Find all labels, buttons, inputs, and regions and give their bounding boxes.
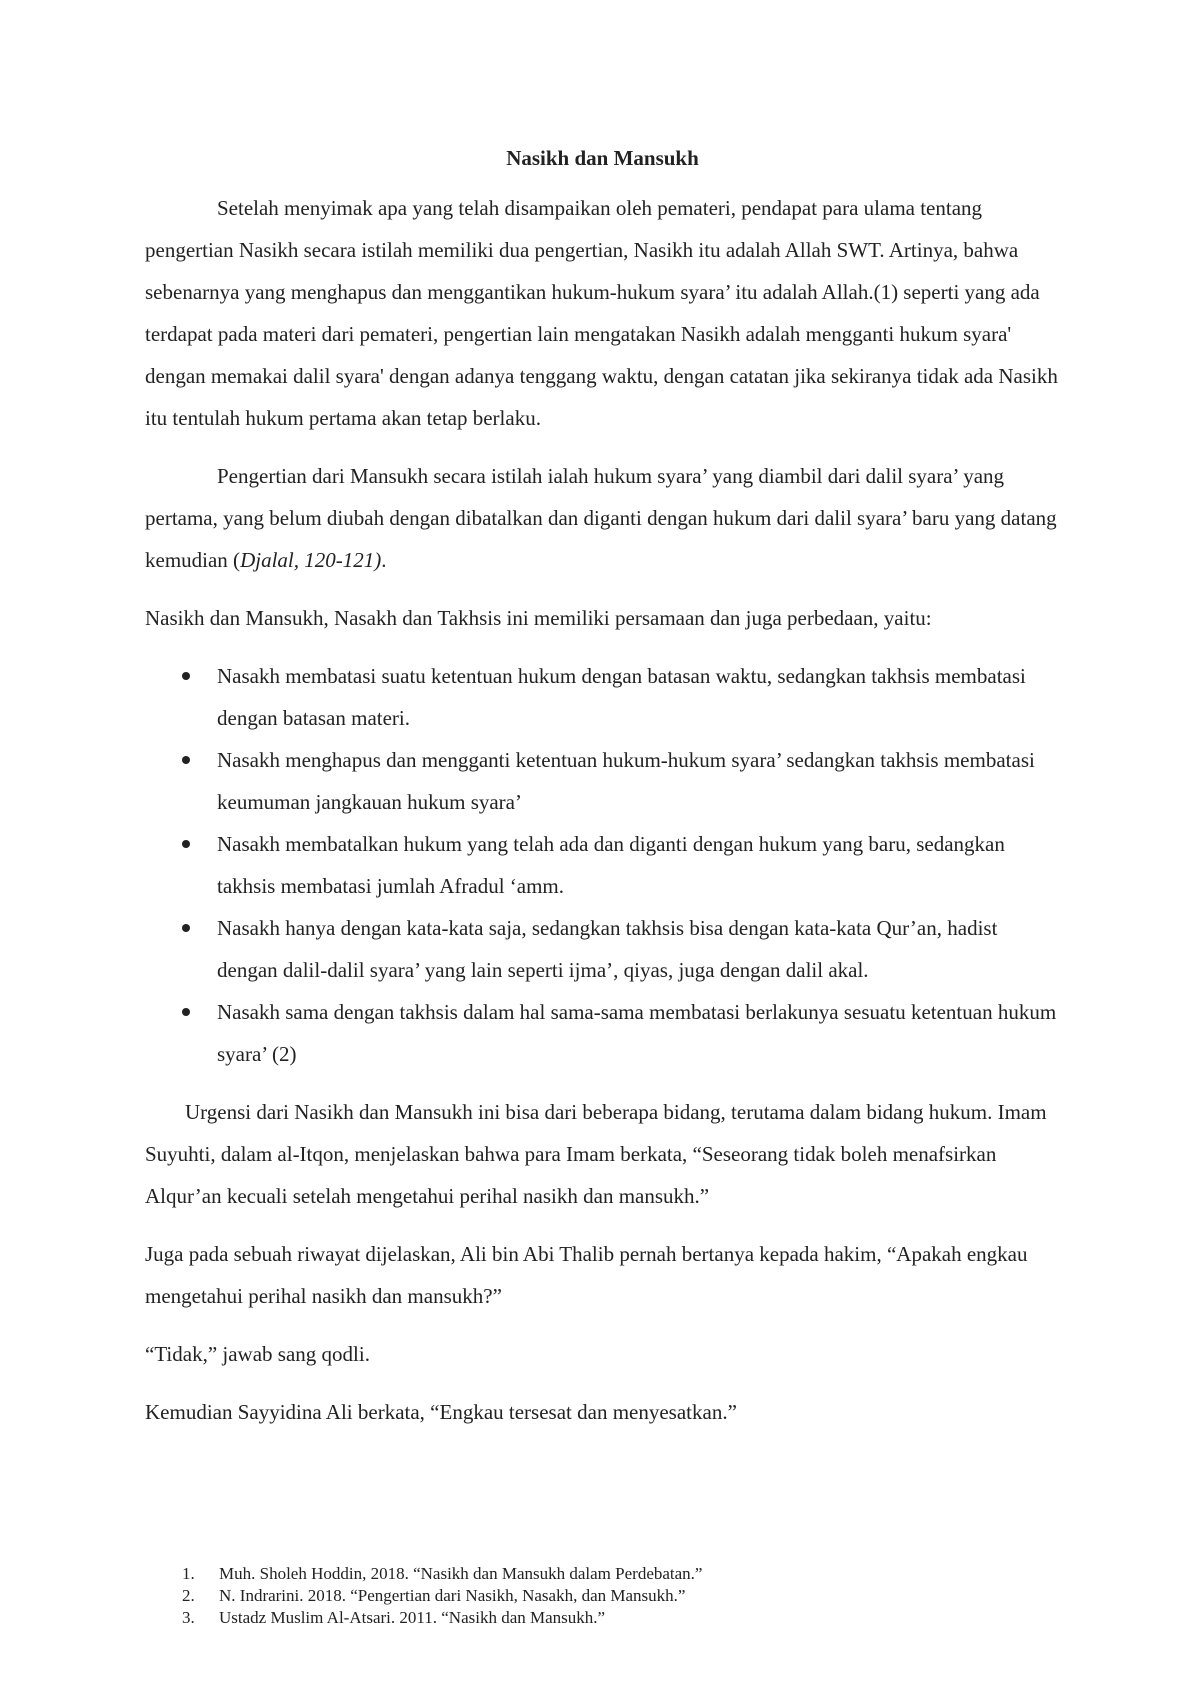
footnote-item — [145, 1607, 1060, 1629]
paragraph-urgency: Urgensi dari Nasikh dan Mansukh ini bisa dari beberapa bidang, terutama dalam bidang hukum. Imam Suyuhti, dalam al-Itqon, menjelaskan bahwa para Imam berkata, “Seseorang tidak boleh menafsirkan Alqur’an kecuali setelah mengetahui perihal nasikh dan mansukh.” — [145, 1100, 1047, 1208]
list-item-text: Nasakh menghapus dan mengganti ketentuan hukum-hukum syara’ sedangkan takhsis membatasi keumuman jangkauan hukum syara’ — [217, 748, 1035, 814]
list-item-text: Nasakh sama dengan takhsis dalam hal sama-sama membatasi berlakunya sesuatu ketentuan hukum syara’ (2) — [217, 1000, 1057, 1066]
list-item — [145, 655, 1060, 739]
paragraph-mansukh-text: Pengertian dari Mansukh secara istilah ialah hukum syara’ yang diambil dari dalil syara’ yang pertama, yang belum diubah dengan dibatalkan dan diganti dengan hukum dari dalil syara’ baru yang datang kemudian ( — [145, 464, 1057, 572]
list-item — [145, 823, 1060, 907]
comparison-list — [145, 655, 1060, 1075]
footnote-number: 2. — [182, 1586, 195, 1605]
document-body — [145, 145, 1060, 1449]
paragraph-answer: “Tidak,” jawab sang qodli. — [145, 1342, 370, 1366]
paragraph-mansukh-definition — [145, 455, 1060, 581]
footnote-item — [145, 1563, 1060, 1585]
list-item-text: Nasakh membatasi suatu ketentuan hukum dengan batasan waktu, sedangkan takhsis membatasi dengan batasan materi. — [217, 664, 1026, 730]
bullet-icon — [182, 1008, 190, 1016]
footnote-number: 1. — [182, 1564, 195, 1583]
footnotes — [145, 1563, 1060, 1629]
footnote-text: N. Indrarini. 2018. “Pengertian dari Nasikh, Nasakh, dan Mansukh.” — [219, 1586, 686, 1605]
list-item — [145, 991, 1060, 1075]
footnote-text: Muh. Sholeh Hoddin, 2018. “Nasikh dan Mansukh dalam Perdebatan.” — [219, 1564, 703, 1583]
list-item — [145, 739, 1060, 823]
paragraph-nasikh-definition: Setelah menyimak apa yang telah disampaikan oleh pemateri, pendapat para ulama tentang pengertian Nasikh secara istilah memiliki dua pengertian, Nasikh itu adalah Allah SWT. Artinya, bahwa sebenarnya yang menghapus dan menggantikan hukum-hukum syara’ itu adalah Allah.(1) seperti yang ada terdapat pada materi dari pemateri, pengertian lain mengatakan Nasikh adalah mengganti hukum syara' dengan memakai dalil syara' dengan adanya tenggang waktu, dengan catatan jika sekiranya tidak ada Nasikh itu tentulah hukum pertama akan tetap berlaku. — [145, 196, 1058, 430]
paragraph-mansukh-end: . — [381, 548, 387, 572]
footnote-number: 3. — [182, 1608, 195, 1627]
bullet-icon — [182, 756, 190, 764]
citation-djalal: Djalal, 120-121) — [240, 548, 382, 572]
list-item-text: Nasakh membatalkan hukum yang telah ada dan diganti dengan hukum yang baru, sedangkan takhsis membatasi jumlah Afradul ‘amm. — [217, 832, 1005, 898]
bullet-icon — [182, 840, 190, 848]
paragraph-riwayat: Juga pada sebuah riwayat dijelaskan, Ali bin Abi Thalib pernah bertanya kepada hakim, “Apakah engkau mengetahui perihal nasikh dan mansukh?” — [145, 1242, 1028, 1308]
bullet-icon — [182, 672, 190, 680]
paragraph-conclusion: Kemudian Sayyidina Ali berkata, “Engkau tersesat dan menyesatkan.” — [145, 1400, 737, 1424]
document-title: Nasikh dan Mansukh — [506, 146, 699, 170]
paragraph-comparison-intro: Nasikh dan Mansukh, Nasakh dan Takhsis ini memiliki persamaan dan juga perbedaan, yaitu: — [145, 606, 932, 630]
bullet-icon — [182, 924, 190, 932]
list-item-text: Nasakh hanya dengan kata-kata saja, sedangkan takhsis bisa dengan kata-kata Qur’an, hadist dengan dalil-dalil syara’ yang lain seperti ijma’, qiyas, juga dengan dalil akal. — [217, 916, 998, 982]
list-item — [145, 907, 1060, 991]
footnote-text: Ustadz Muslim Al-Atsari. 2011. “Nasikh dan Mansukh.” — [219, 1608, 606, 1627]
footnote-item — [145, 1585, 1060, 1607]
